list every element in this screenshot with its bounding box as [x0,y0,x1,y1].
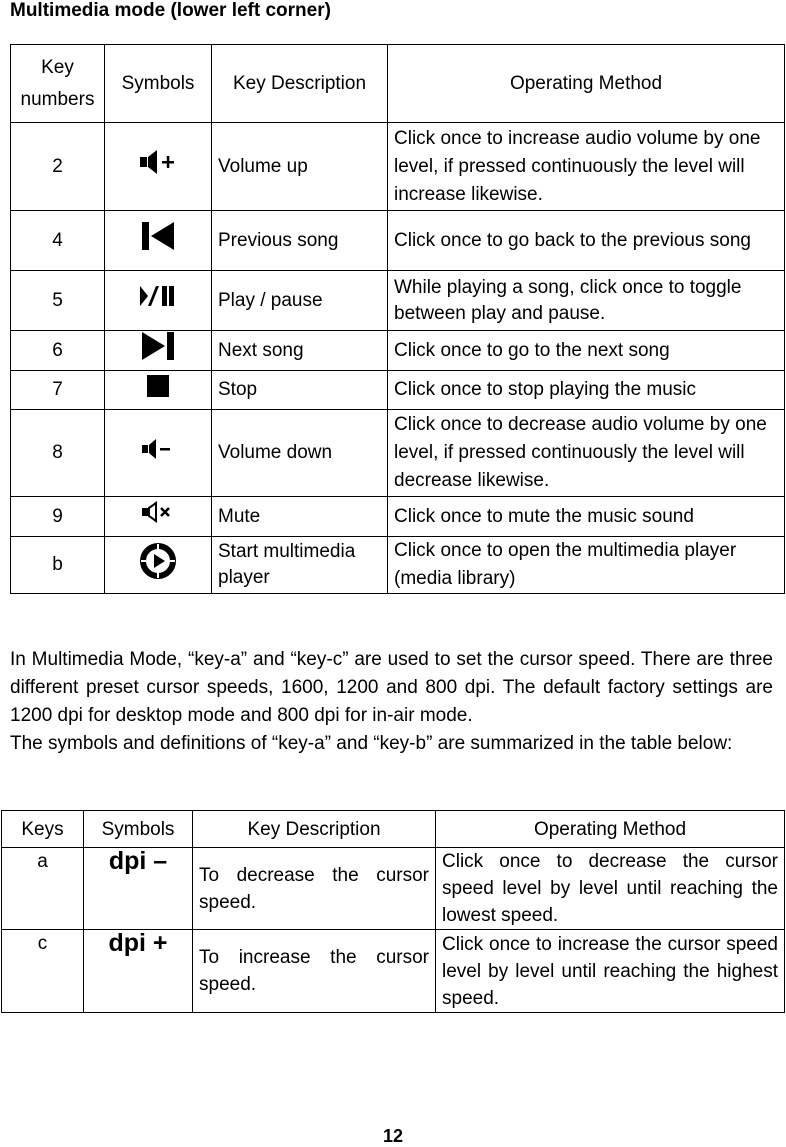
operating-method: Click once to go to the next song [388,331,785,371]
key-number: b [11,537,105,594]
key-description: Previous song [212,211,388,271]
header-key-description: Key Description [193,811,436,848]
key-description: Start multimedia player [212,537,388,594]
table-row [11,331,785,371]
operating-method: While playing a song, click once to toggle between play and pause. [388,271,785,331]
page-number: 12 [382,1126,404,1146]
header-keys: Keys [2,811,84,848]
key-description: Mute [212,497,388,537]
paragraph: In Multimedia Mode, “key-a” and “key-c” are used to set the cursor speed. There are three different preset cursor speeds, 1600, 1200 and 800 dpi. The default factory settings are 1200 dpi for desktop mode and 800 dpi for in-air mode. [10,649,773,726]
operating-method: Click once to stop playing the music [388,371,785,410]
key-description: Volume down [212,410,388,497]
key-description: Stop [212,371,388,410]
table-row [11,123,785,211]
dpi-keys-table [1,810,785,1013]
play-pause-icon [105,271,212,331]
table-header-row [11,45,785,123]
table-row [11,371,785,410]
stop-icon [105,371,212,410]
key-letter: c [2,930,84,1013]
key-number: 5 [11,271,105,331]
operating-method: Click once to decrease the cursor speed level by level until reaching the lowest speed. [436,848,785,930]
volume-down-icon [105,410,212,497]
operating-method: Click once to mute the music sound [388,497,785,537]
key-number: 7 [11,371,105,410]
header-symbols: Symbols [84,811,193,848]
key-number: 2 [11,123,105,211]
mute-icon [105,497,212,537]
key-letter: a [2,848,84,930]
table-row [11,211,785,271]
volume-up-icon [105,123,212,211]
key-number: 4 [11,211,105,271]
key-description: Play / pause [212,271,388,331]
dpi-increase-symbol: dpi + [84,930,193,1013]
operating-method: Click once to open the multimedia player (media library) [388,537,785,594]
media-player-icon [105,537,212,594]
table-row [11,410,785,497]
operating-method: Click once to increase audio volume by one level, if pressed continuously the level will increase likewise. [388,123,785,211]
header-operating-method: Operating Method [388,45,785,123]
table-row [2,930,785,1013]
previous-song-icon [105,211,212,271]
header-operating-method: Operating Method [436,811,785,848]
paragraph: The symbols and definitions of “key-a” and “key-b” are summarized in the table below: [10,733,733,754]
key-number: 8 [11,410,105,497]
section-title: Multimedia mode (lower left corner) [10,0,331,21]
header-key-description: Key Description [212,45,388,123]
body-text [10,646,773,758]
key-description: Next song [212,331,388,371]
table-header-row [2,811,785,848]
table-row [11,537,785,594]
operating-method: Click once to decrease audio volume by one level, if pressed continuously the level will decrease likewise. [388,410,785,497]
dpi-decrease-symbol: dpi – [84,848,193,930]
table-row [2,848,785,930]
operating-method: Click once to go back to the previous song [388,211,785,271]
header-symbols: Symbols [105,45,212,123]
key-description: To decrease the cursor speed. [193,848,436,930]
operating-method: Click once to increase the cursor speed level by level until reaching the highest speed. [436,930,785,1013]
key-number: 9 [11,497,105,537]
key-description: To increase the cursor speed. [193,930,436,1013]
table-row [11,271,785,331]
next-song-icon [105,331,212,371]
header-key-numbers: Key numbers [11,45,105,123]
key-description: Volume up [212,123,388,211]
multimedia-keys-table [10,44,785,594]
key-number: 6 [11,331,105,371]
table-row [11,497,785,537]
